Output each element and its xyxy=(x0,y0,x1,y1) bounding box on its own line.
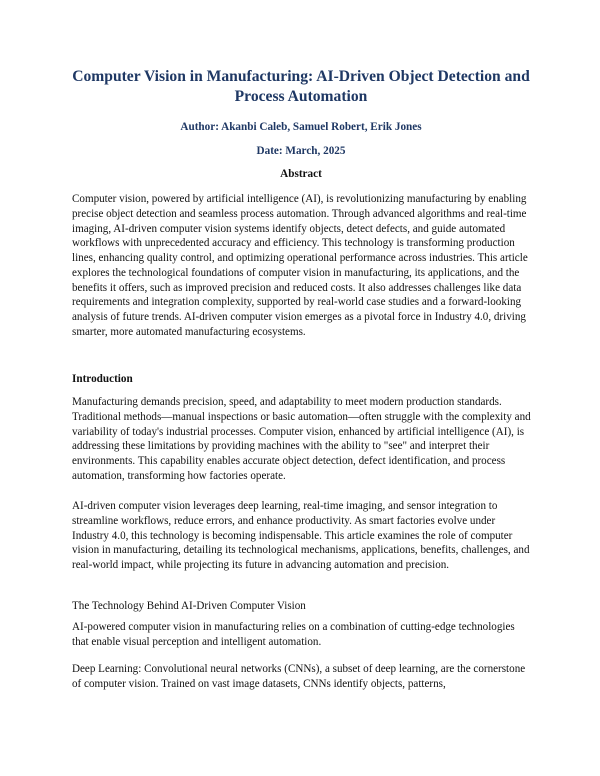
introduction-paragraph-2: AI-driven computer vision leverages deep learning, real-time imaging, and sensor integration to streamline workflows, reduce errors, and enhance productivity. As smart factories evolve under Industry 4.0, this technology is becoming indispensable. This article examines the role of computer vision in manufacturing, detailing its technological mechanisms, applications, benefits, challenges, and real-world impact, while projecting its future in advancing automation and precision. xyxy=(72,500,530,571)
author-line: Author: Akanbi Caleb, Samuel Robert, Erik Jones xyxy=(180,121,422,133)
deep-learning-paragraph: Deep Learning: Convolutional neural networks (CNNs), a subset of deep learning, are the cornerstone of computer vision. Trained on vast image datasets, CNNs identify objects, patterns, xyxy=(72,663,526,690)
abstract-paragraph: Computer vision, powered by artificial intelligence (AI), is revolutionizing manufacturing by enabling precise object detection and seamless process automation. Through advanced algorithms and real-time imaging, AI-driven computer vision systems identify objects, detect defects, and guide automated workflows with unprecedented accuracy and efficiency. This technology is transforming production lines, enhancing quality control, and optimizing operational performance across industries. This article explores the technological foundations of computer vision in manufacturing, its applications, and the benefits it offers, such as improved precision and reduced costs. It also addresses challenges like data requirements and integration complexity, supported by real-world case studies and a forward-looking analysis of future trends. AI-driven computer vision emerges as a pivotal force in Industry 4.0, driving smarter, more automated manufacturing ecosystems. xyxy=(72,193,528,338)
introduction-paragraph-1: Manufacturing demands precision, speed, and adaptability to meet modern production standards. Traditional methods—manual inspections or basic automation—often struggle with the complexity and variability of today's industrial processes. Computer vision, enhanced by artificial intelligence (AI), is addressing these limitations by providing machines with the ability to "see" and interpret their environments. This capability enables accurate object detection, defect identification, and process automation, transforming how factories operate. xyxy=(72,396,531,482)
date-line: Date: March, 2025 xyxy=(256,145,346,157)
introduction-heading: Introduction xyxy=(72,373,133,385)
paper-title: Computer Vision in Manufacturing: AI-Driven Object Detection and Process Automation xyxy=(72,68,530,105)
abstract-heading: Abstract xyxy=(280,168,322,180)
technology-heading: The Technology Behind AI-Driven Computer Vision xyxy=(72,600,306,612)
technology-paragraph: AI-powered computer vision in manufacturing relies on a combination of cutting-edge technologies that enable visual perception and intelligent automation. xyxy=(72,621,515,648)
